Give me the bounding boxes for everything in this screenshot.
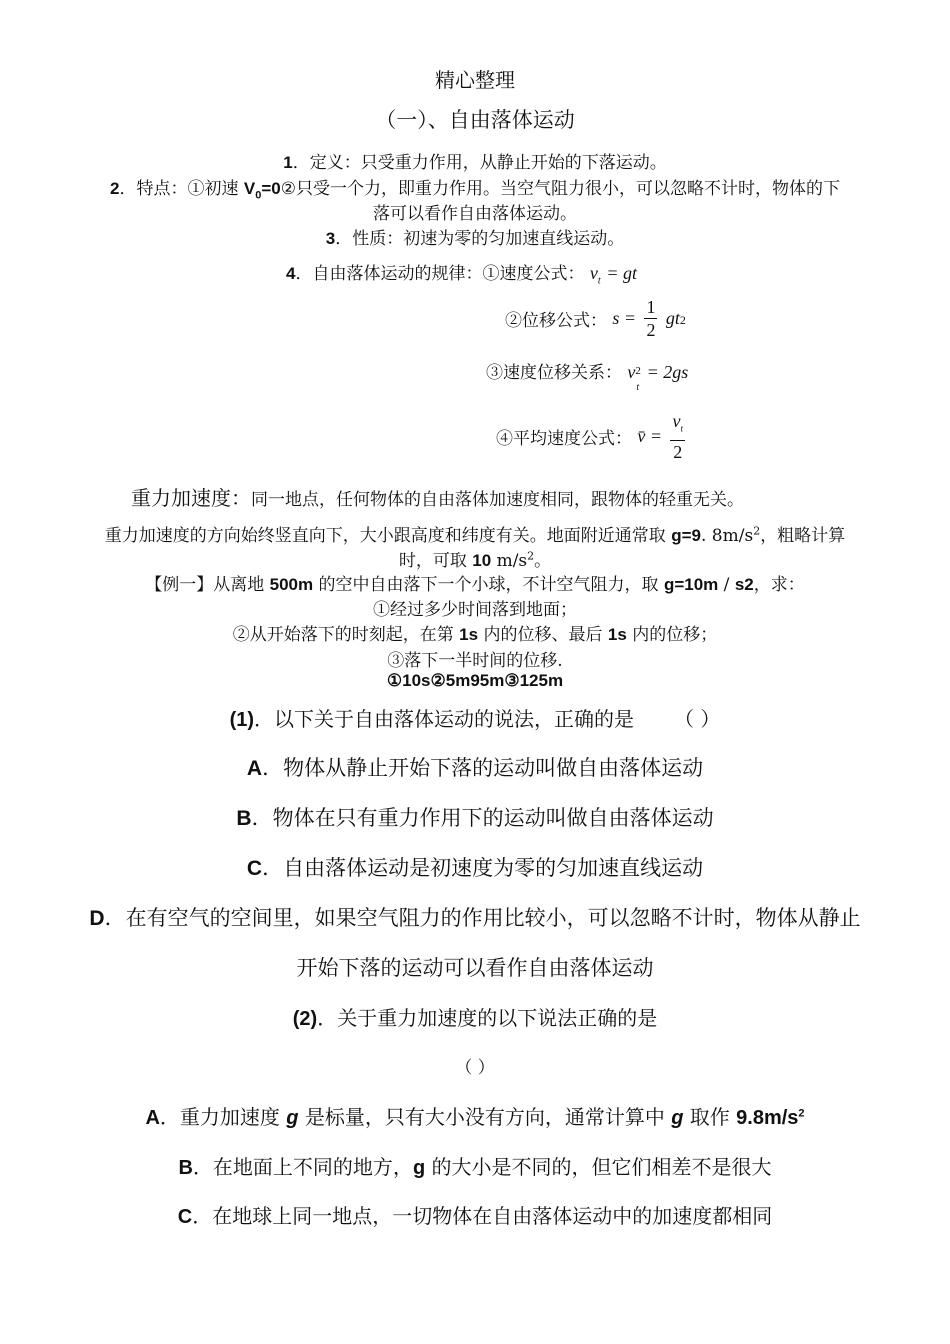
question-2-option-a: A．重力加速度 g 是标量，只有大小没有方向，通常计算中 g 取作 $9.8m/s^2$ xyxy=(145,1105,805,1129)
point-3 xyxy=(0,224,950,249)
displacement-formula-rhs: gt2 xyxy=(665,308,686,328)
displacement-fraction: $\frac{1}{2}$ xyxy=(646,297,656,340)
question-2-option-b: B．在地面上不同的地方，g 的大小是不同的，但它们相差不是很大 xyxy=(178,1155,772,1179)
example-1-question-2: ②从开始落下的时刻起，在第 1s 内的位移、最后 1s 内的位移； xyxy=(232,625,718,645)
displacement-formula-row xyxy=(505,296,686,341)
average-velocity-lhs: v̄ = xyxy=(637,425,663,446)
displacement-formula-lhs: s = xyxy=(612,308,637,328)
point-1 xyxy=(0,148,950,173)
point-4-number: 4 xyxy=(286,264,296,283)
point-1-number: 1 xyxy=(283,153,293,172)
point-4 xyxy=(286,259,637,287)
question-1-option-c: C．自由落体运动是初速度为零的匀加速直线运动 xyxy=(246,856,704,880)
velocity-displacement-label: ③速度位移关系： xyxy=(486,363,622,383)
average-velocity-row xyxy=(496,410,688,463)
point-3-number: 3 xyxy=(325,229,336,248)
question-2-stem xyxy=(0,1002,950,1031)
section-title: （一）、自由落体运动 xyxy=(375,108,575,132)
gravity-line-3: 时，可取 10 $m/s^2$。 xyxy=(398,549,552,571)
point-1-text: ．定义：只受重力作用，从静止开始的下落运动。 xyxy=(292,153,667,173)
point-2-v0: $V_0=0$ xyxy=(243,179,281,202)
question-1-number: (1) xyxy=(229,709,255,731)
point-2-text-a: ．特点：①初速 xyxy=(119,179,244,199)
gravity-title: 重力加速度： xyxy=(131,486,251,510)
velocity-displacement-formula: $v^2$ t = 2gs xyxy=(627,362,689,393)
header-watermark: 精心整理 xyxy=(435,68,515,92)
gravity-line-2: 重力加速度的方向始终竖直向下，大小跟高度和纬度有关。地面附近通常取 g=9. $8m/s^2$，粗略计算 xyxy=(104,524,846,546)
example-1-question-1: ①经过多少时间落到地面； xyxy=(373,600,577,620)
velocity-displacement-row xyxy=(486,358,689,393)
example-1-prompt: 【例一】从离地 500m 的空中自由落下一个小球，不计空气阻力，取 g=10m / s2，求： xyxy=(145,575,805,595)
average-velocity-label: ④平均速度公式： xyxy=(496,428,632,449)
question-1-option-b: B．物体在只有重力作用下的运动叫做自由落体运动 xyxy=(236,806,714,830)
point-2-number: 2 xyxy=(110,179,120,198)
point-2-continuation: 落可以看作自由落体运动。 xyxy=(373,204,577,224)
question-1-blank: （ ） xyxy=(674,707,721,731)
velocity-formula: $v_t$ = gt xyxy=(589,263,638,287)
question-2-blank: （ ） xyxy=(455,1058,495,1078)
gravity-line-1-text: 同一地点，任何物体的自由落体加速度相同，跟物体的轻重无关。 xyxy=(251,490,744,510)
question-2-option-c: C．在地球上同一地点，一切物体在自由落体运动中的加速度都相同 xyxy=(177,1204,773,1228)
example-1-answer: ①10s②5m95m③125m xyxy=(386,671,564,690)
point-2 xyxy=(0,174,950,201)
question-1-option-d-continuation: 开始下落的运动可以看作自由落体运动 xyxy=(296,956,654,980)
average-velocity-fraction: $\frac{v_t}{2}$ xyxy=(672,411,683,462)
point-3-text: ．性质：初速为零的匀加速直线运动。 xyxy=(335,229,625,249)
gravity-line-1 xyxy=(131,482,744,511)
question-2-number: (2) xyxy=(292,1008,318,1030)
question-2-text: ．关于重力加速度的以下说法正确的是 xyxy=(317,1006,658,1030)
question-1-option-a: A．物体从静止开始下落的运动叫做自由落体运动 xyxy=(246,756,704,780)
point-4-text: ．自由落体运动的规律：①速度公式： xyxy=(295,264,585,284)
question-1-stem xyxy=(0,703,950,732)
question-1-text: ．以下关于自由落体运动的说法，正确的是 xyxy=(254,707,635,731)
gravity-g-value: g=9 xyxy=(671,526,701,545)
point-2-text-b: ②只受一个力，即重力作用。当空气阻力很小，可以忽略不计时，物体的下 xyxy=(280,179,840,199)
displacement-formula-label: ②位移公式： xyxy=(505,311,607,331)
example-1-question-3: ③落下一半时间的位移. xyxy=(387,651,563,671)
question-1-option-d: D．在有空气的空间里，如果空气阻力的作用比较小，可以忽略不计时，物体从静止 xyxy=(89,906,861,930)
